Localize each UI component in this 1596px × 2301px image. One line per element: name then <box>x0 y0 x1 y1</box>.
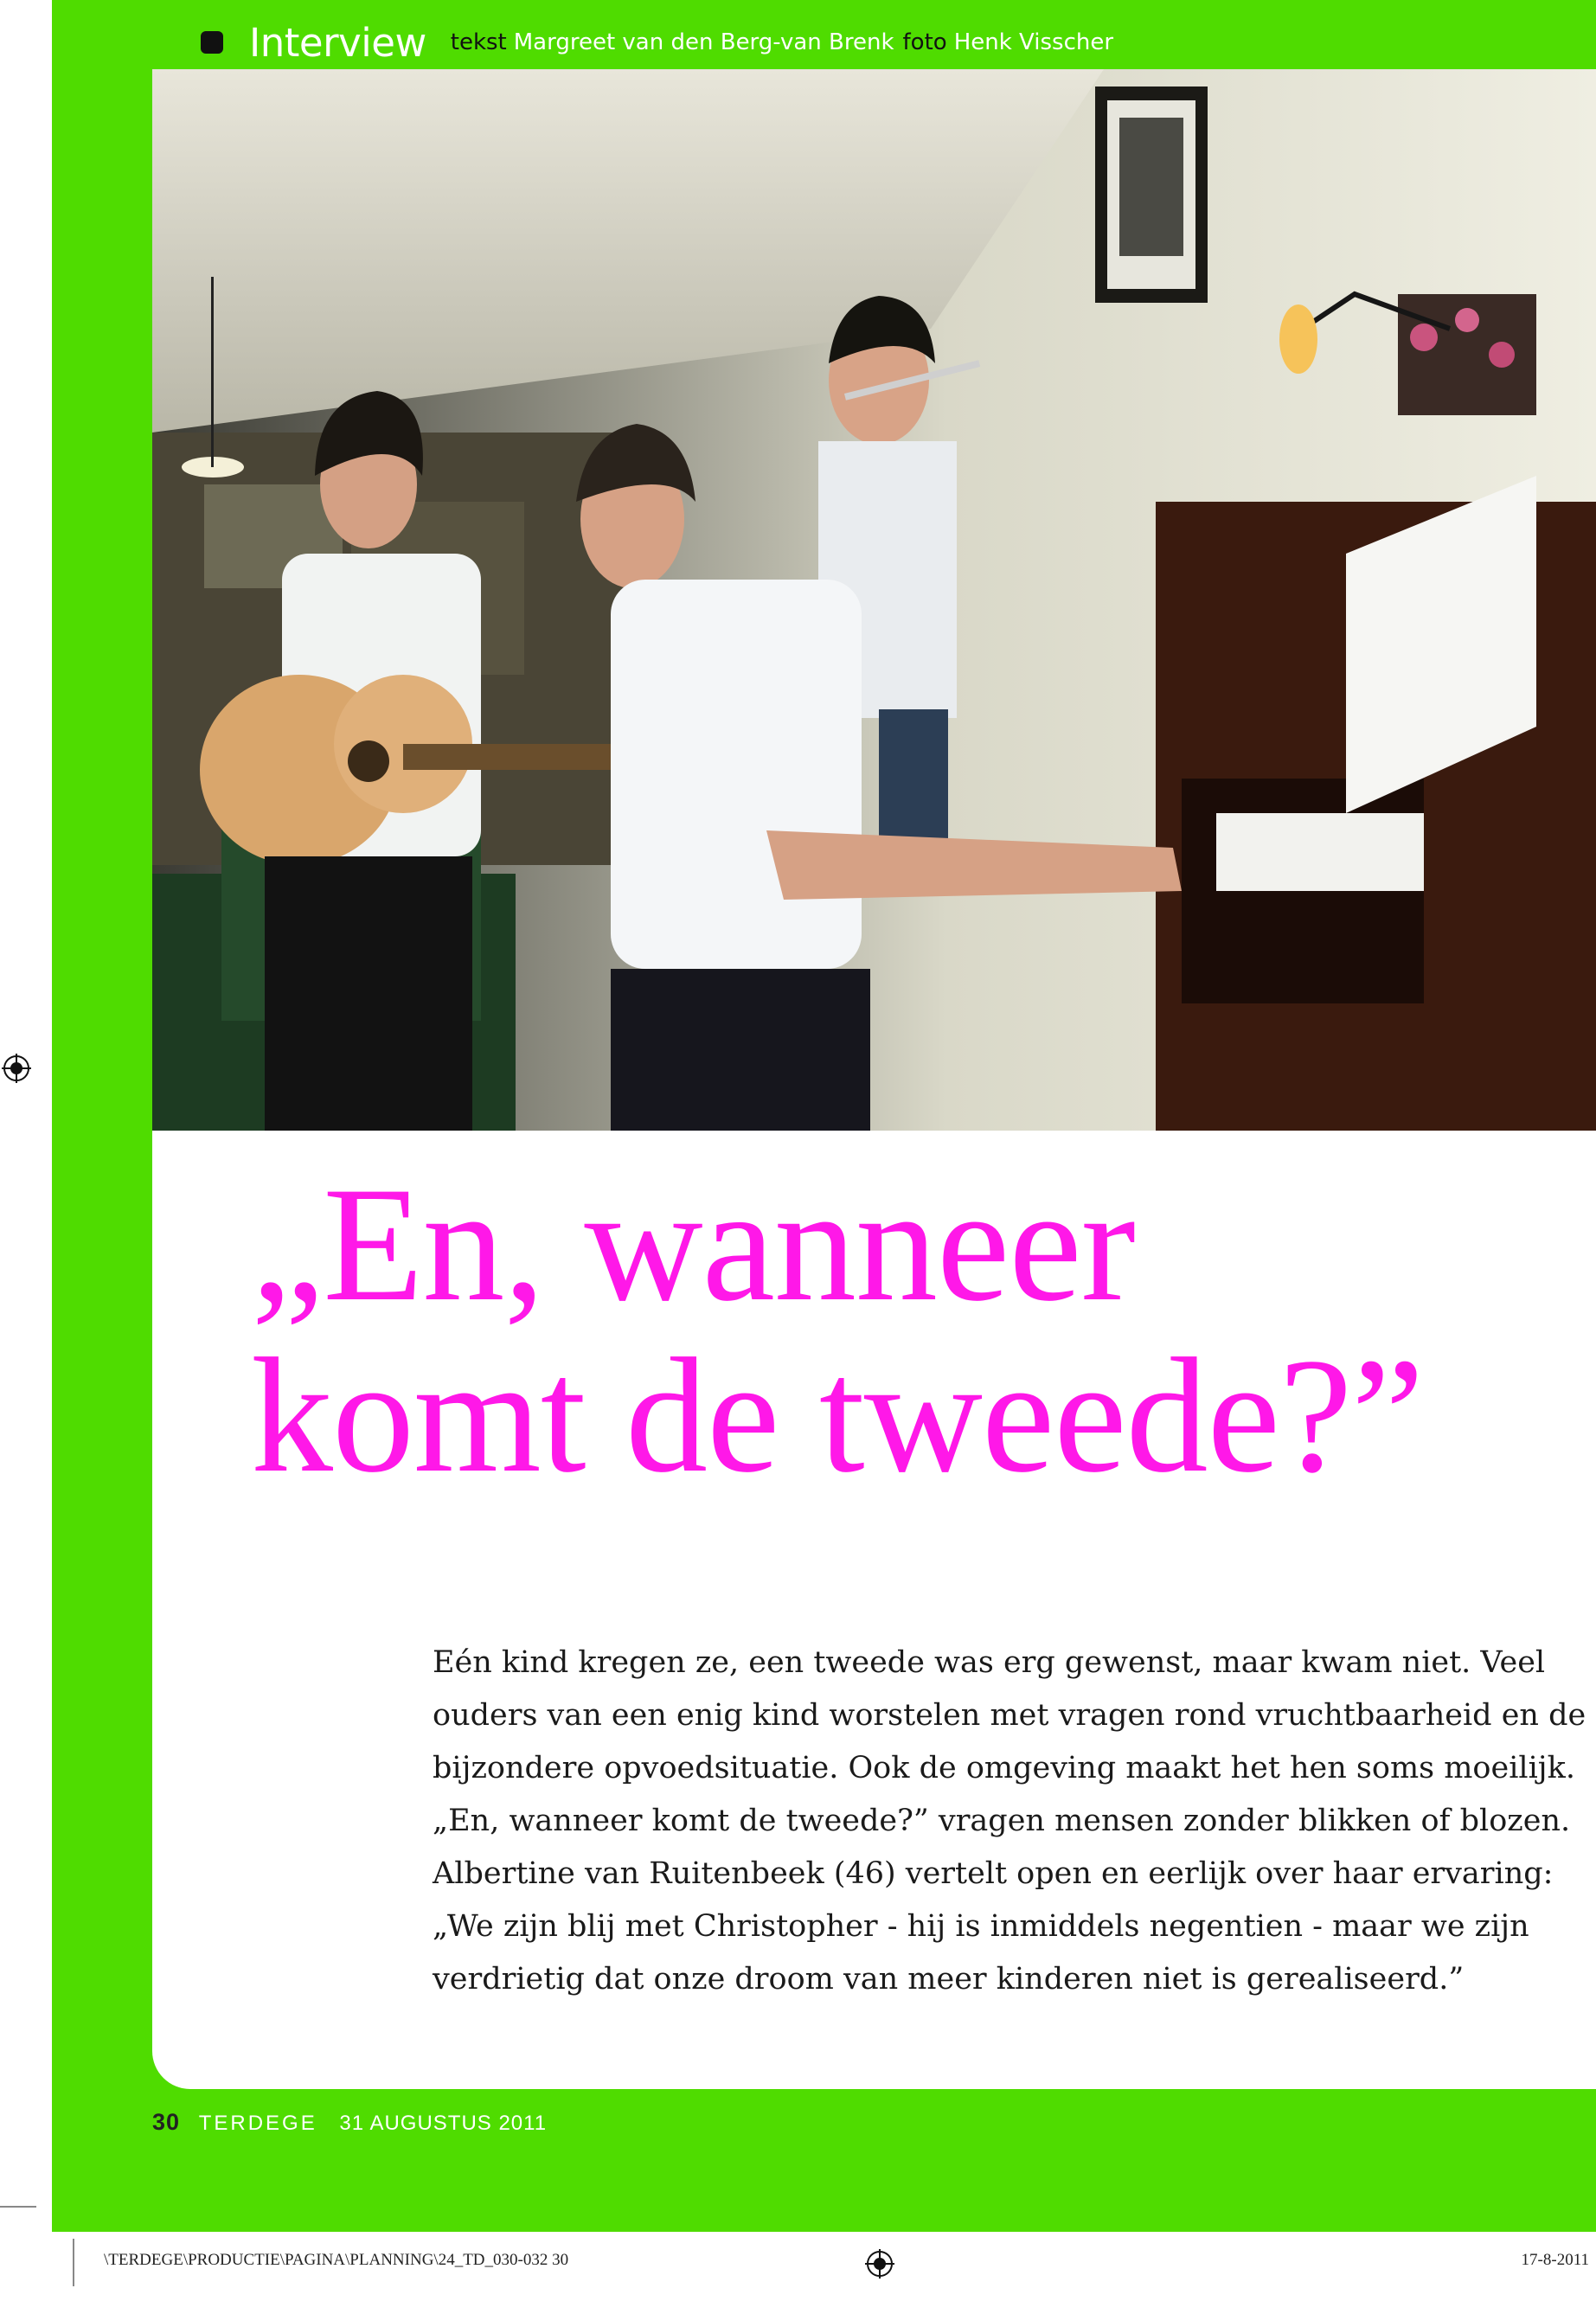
headline-line-1: „En, wanneer <box>251 1154 1135 1336</box>
headline <box>251 1154 1548 1507</box>
intro-line: verdrietig dat onze droom van meer kinderen niet is gerealiseerd.” <box>433 1962 1465 1997</box>
intro-line: ouders van een enig kind worstelen met vragen rond vruchtbaarheid en de <box>433 1698 1586 1733</box>
crop-mark <box>0 2206 36 2208</box>
print-slug-date: 17-8-2011 <box>1521 2251 1589 2269</box>
intro-line: Eén kind kregen ze, een tweede was erg gewenst, maar kwam niet. Veel <box>433 1645 1546 1680</box>
photo-credit-author: Henk Visscher <box>953 29 1114 55</box>
headline-line-2: komt de tweede?” <box>251 1325 1424 1507</box>
issue-date: 31 AUGUSTUS 2011 <box>339 2112 548 2135</box>
intro-line: Albertine van Ruitenbeek (46) vertelt open en eerlijk over haar ervaring: <box>433 1856 1554 1891</box>
page-number: 30 <box>152 2109 181 2135</box>
registration-mark-icon <box>2 1054 31 1083</box>
crop-mark <box>73 2239 74 2286</box>
intro-line: „En, wanneer komt de tweede?” vragen mensen zonder blikken of blozen. <box>433 1804 1571 1838</box>
intro-line: „We zijn blij met Christopher - hij is inmiddels negentien - maar we zijn <box>433 1909 1529 1944</box>
text-credit-label: tekst <box>450 29 507 55</box>
section-label: Interview <box>249 19 426 66</box>
magazine-name: TERDEGE <box>198 2112 317 2135</box>
photo-credit-label: foto <box>902 29 947 55</box>
text-credit-author: Margreet van den Berg-van Brenk <box>513 29 894 55</box>
family-music-photo <box>152 69 1596 1131</box>
intro-paragraph <box>433 1637 1586 2006</box>
print-slug-path: \TERDEGE\PRODUCTIE\PAGINA\PLANNING\24_TD_030-032 30 <box>104 2251 569 2269</box>
section-square-icon <box>201 31 223 54</box>
intro-line: bijzondere opvoedsituatie. Ook de omgeving maakt het hen soms moeilijk. <box>433 1751 1575 1785</box>
article-header <box>201 12 1122 73</box>
registration-mark-icon <box>865 2249 894 2279</box>
page-folio <box>152 2109 547 2136</box>
